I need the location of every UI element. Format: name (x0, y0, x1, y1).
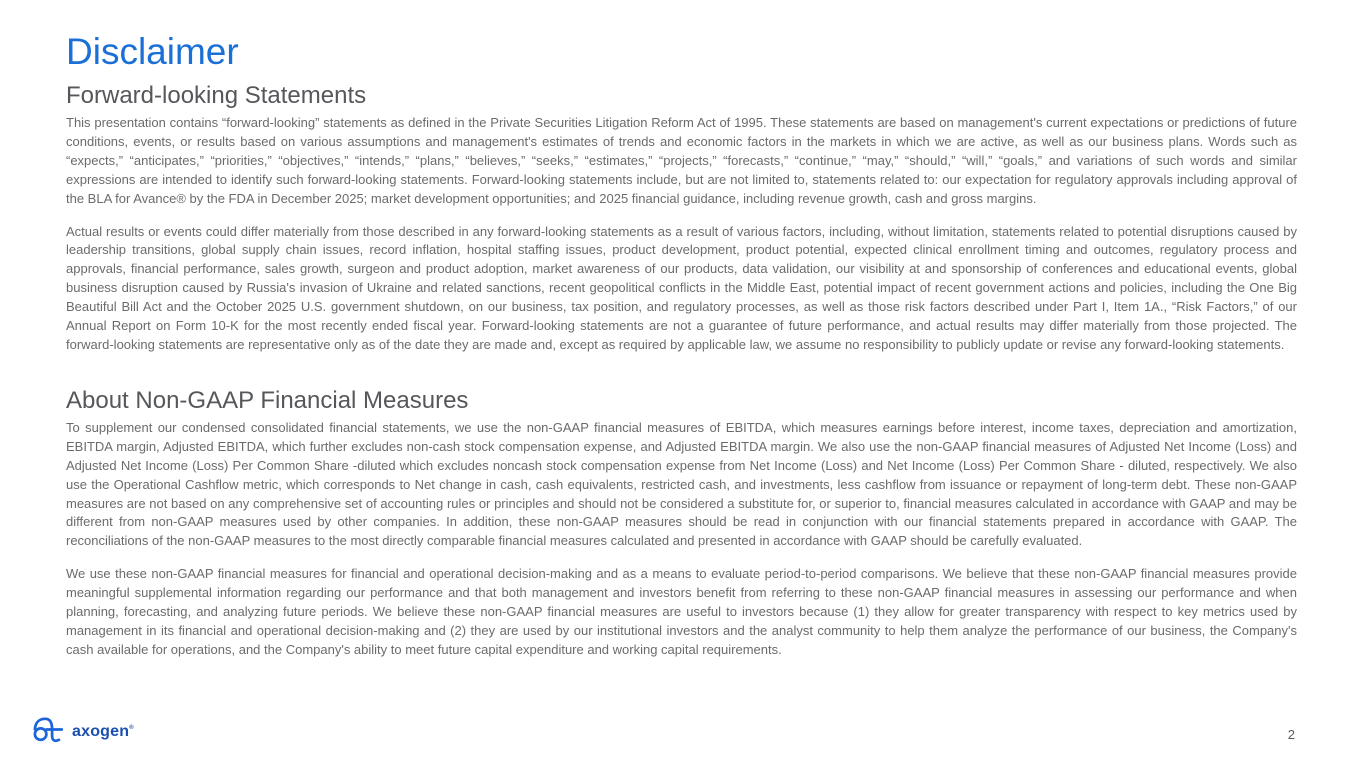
registered-trademark-icon: ® (129, 725, 134, 731)
paragraph-forward-looking-2: Actual results or events could differ materially from those described in any forward-looking statements as a result of various factors, including, without limitation, statements related to potential disruptions caused by leadership transitions, global supply chain issues, record inflation, hospital staffing issues, product development, product potential, expected clinical enrollment timing and outcomes, regulatory process and approvals, financial performance, sales growth, surgeon and product adoption, market awareness of our products, data validation, our visibility at and sponsorship of conferences and educational events, global business disruption caused by Russia's invasion of Ukraine and related sanctions, recent geopolitical conflicts in the Middle East, potential impact of recent government actions and policies, including the One Big Beautiful Bill Act and the October 2025 U.S. government shutdown, on our business, tax position, and regulatory processes, as well as those risk factors described under Part I, Item 1A., “Risk Factors,” of our Annual Report on Form 10-K for the most recently ended fiscal year. Forward-looking statements are not a guarantee of future performance, and actual results may differ materially from those projected. The forward-looking statements are representative only as of the date they are made and, except as required by applicable law, we assume no responsibility to publicly update or revise any forward-looking statements. (66, 223, 1297, 352)
page-number: 2 (1287, 727, 1295, 742)
axogen-wordmark (72, 720, 134, 740)
axogen-wordmark-text: axogen (72, 723, 130, 740)
page-title: Disclaimer (66, 31, 239, 72)
paragraph-non-gaap-1: To supplement our condensed consolidated financial statements, we use the non-GAAP financial measures of EBITDA, which measures earnings before interest, income taxes, depreciation and amortization, EBITDA margin, Adjusted EBITDA, which further excludes non-cash stock compensation expense, and Adjusted EBITDA margin. We also use the non-GAAP financial measures of Adjusted Net Income (Loss) and Adjusted Net Income (Loss) Per Common Share -diluted which excludes noncash stock compensation expense from Net Income (Loss) and Net Income (Loss) Per Common Share - diluted, respectively. We also use the Operational Cashflow metric, which corresponds to Net change in cash, cash equivalents, restricted cash, and investments, less cashflow from issuance or repayment of long-term debt. These non-GAAP measures are not based on any comprehensive set of accounting rules or principles and should not be considered a substitute for, or superior to, financial measures calculated in accordance with GAAP and may be different from non-GAAP measures used by other companies. In addition, these non-GAAP measures should be read in conjunction with our financial statements prepared in accordance with GAAP. The reconciliations of the non-GAAP measures to the most directly comparable financial measures calculated and presented in accordance with GAAP should be carefully evaluated. (66, 419, 1297, 549)
axogen-logo-icon (33, 712, 63, 748)
paragraph-non-gaap-2: We use these non-GAAP financial measures for financial and operational decision-making and as a means to evaluate period-to-period comparisons. We believe that these non-GAAP financial measures provide meaningful supplemental information regarding our performance and that both management and investors benefit from referring to these non-GAAP financial measures in assessing our performance and when planning, forecasting, and analyzing future periods. We believe these non-GAAP financial measures are useful to investors because (1) they allow for greater transparency with respect to key metrics used by management in its financial and operational decision-making and (2) they are used by our institutional investors and the analyst community to help them analyze the performance of our business, the Company's cash available for operations, and the Company's ability to meet future capital expenditure and working capital requirements. (66, 566, 1297, 657)
axogen-logo (33, 712, 134, 748)
section-forward-looking (66, 82, 1297, 355)
section-heading-forward-looking: Forward-looking Statements (66, 82, 367, 109)
paragraph-forward-looking-1: This presentation contains “forward-looking” statements as defined in the Private Securities Litigation Reform Act of 1995. These statements are based on management's current expectations or predictions of future conditions, events, or results based on various assumptions and management's estimates of trends and economic factors in the markets in which we are active, as well as our business plans. Words such as “expects,” “anticipates,” “priorities,” “objectives,” “intends,” “plans,” “believes,” “seeks,” “estimates,” “projects,” “forecasts,” “continue,” “may,” “should,” “will,” “goals,” and variations of such words and similar expressions are intended to identify such forward-looking statements. Forward-looking statements include, but are not limited to, statements related to: our expectation for regulatory approvals including approval of the BLA for Avance® by the FDA in December 2025; market development opportunities; and 2025 financial guidance, including revenue growth, cash and gross margins. (66, 115, 1297, 206)
section-non-gaap (66, 387, 1297, 660)
section-heading-non-gaap: About Non-GAAP Financial Measures (66, 386, 469, 414)
